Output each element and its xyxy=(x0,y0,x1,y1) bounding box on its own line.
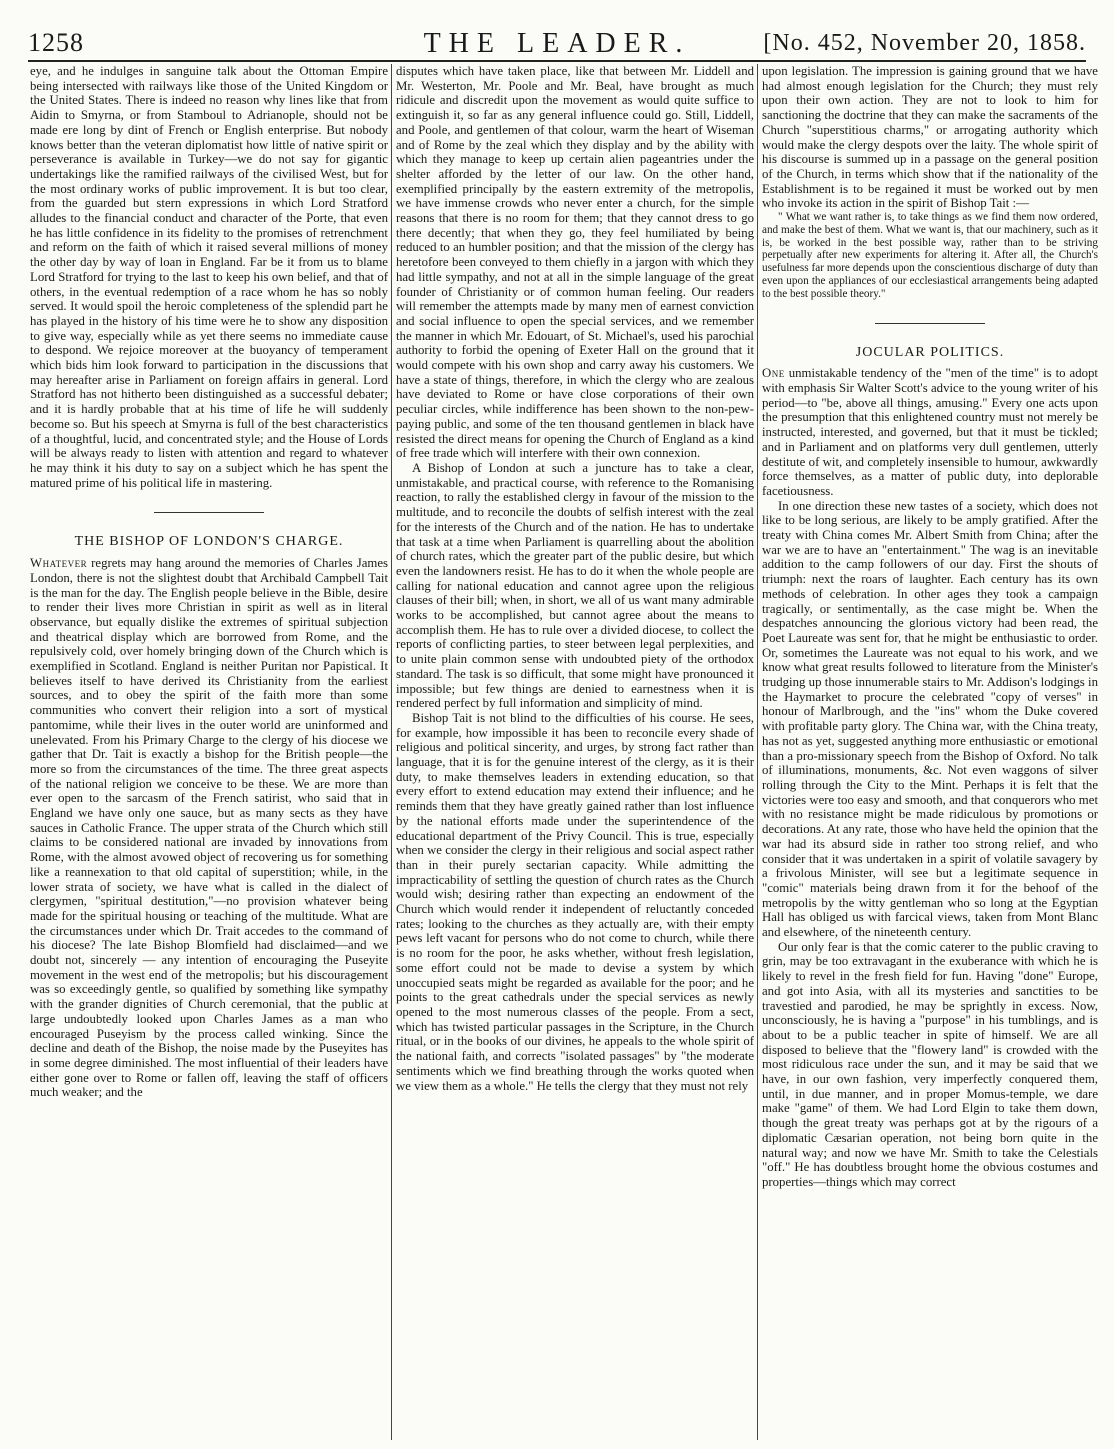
article-heading-bishop-charge: THE BISHOP OF LONDON'S CHARGE. xyxy=(74,534,344,550)
column-3 xyxy=(762,64,1098,1440)
paragraph-text: unmistakable tendency of the "men of the time" is to adopt with emphasis Sir Walter Scott's advice to the young writer of his period—to "be, above all things, amusing." Every one acts upon the presumption that this enlightened country must not merely be instructed, interested, and governed, but that it must be tickled; and in Parliament and on platforms very dull gentlemen, utterly destitute of wit, and completely insensible to humour, awkwardly force themselves, as a matter of public duty, into deplorable facetiousness. xyxy=(762,366,1098,498)
masthead xyxy=(28,22,1086,58)
column-2 xyxy=(396,64,754,1440)
lead-word: Whatever xyxy=(30,556,88,571)
article-continuation-text: eye, and he indulges in sanguine talk about the Ottoman Empire being intersected with railways like those of the United Kingdom or the United States. There is indeed no reason why lines like that from Aidin to Smyrna, or from Stamboul to Adrianople, should not be made ere long by dint of French or English enterprise. But nobody knows better than the veteran diplomatist how little of native spirit or perseverance is available in Turkey—we do not say for gigantic undertakings like the ramified railways of the civilised West, but for the most ordinary works of public improvement. It is but too clear, from the guarded but stern expressions in which Lord Stratford alludes to the financial conduct and character of the Porte, that even he has little confidence in its fidelity to the promises of retrenchment and reform on the faith of which it raised several millions of money the other day by way of loan in England. Far be it from us to blame Lord Stratford for trying to the last to keep his own belief, and that of others, in the eventual redemption of a race whom he has so nobly served. It would spoil the heroic completeness of the splendid part he has played in the history of his time were he to show any disposition to give way, especially while as yet there seems no immediate cause to despond. We rejoice moreover at the buoyancy of temperament which bids him look forward to participation in the discussions that may hereafter arise in Parliament on foreign affairs in general. Lord Stratford has not hitherto been distinguished as a successful debater; and it is hardly probable that at his time of life he will suddenly become so. But his speech at Smyrna is full of the best characteristics of a thoughtful, lucid, and concentrated style; and the House of Lords will be always ready to listen with attention and regard to whatever he may think it his duty to say on a subject which he has spent the matured prime of his political life in mastering. xyxy=(30,64,388,490)
paragraph-text: regrets may hang around the memories of Charles James London, there is not the slightest doubt that Archibald Campbell Tait is the man for the day. The English people believe in the Bible, desire to render their lives more Christian in spirit as well as in literal observance, but equally dislike the extremes of spiritual subjection and theatrical display which are borrowed from Rome, and the repulsively cold, over homely bringing down of the Church which is exemplified in Scotland. England is neither Puritan nor Papistical. It believes itself to have derived its Christianity from the earliest sources, and to obey the spirit of the faith more than some communities who convert their religion into a sort of mystical pantomime, while their lives in the outer world are uninformed and unelevated. From his Primary Charge to the clergy of his diocese we gather that Dr. Tait is exactly a bishop for the British people—the more so from the circumstances of the time. The three great aspects of the national religion we conceive to be these. We are more than ever open to the sarcasm of the French satirist, who said that in England we have only one sauce, but as many sects as they have sauces in Catholic France. The upper strata of the Church which still claims to be considered national are invaded by innovations from Rome, with the almost avowed object of recovering us for something like a reannexation to that old capital of superstition; while, in the lower strata of society, we have what is called in the dialect of clergymen, "spiritual destitution,"—no provision whatever being made for the spiritual housing or teaching of the multitude. What are the circumstances under which Dr. Trait accedes to the command of his diocese? The late Bishop Blomfield had disclaimed—and we doubt not, sincerely — any intention of encouraging the Puseyite movement in the west end of the metropolis; but his discouragement was so exceedingly gentle, so qualified by something like sympathy with the grander dignities of Church ceremonial, that the public at large undoubtedly looked upon Charles James as a man who encouraged Puseyism by the process called winking. Since the decline and death of the Bishop, the noise made by the Puseyites has in some degree diminished. The most influential of their leaders have either gone over to Rome or fallen off, leaving the staff of officers much weaker; and the xyxy=(30,556,388,1100)
issue-date: [No. 452, November 20, 1858. xyxy=(763,30,1086,56)
column-divider xyxy=(757,64,758,1440)
column-1 xyxy=(30,64,388,1440)
article-paragraph: Bishop Tait is not blind to the difficulties of his course. He sees, for example, how impossible it has been to reconcile every shade of religious and political sincerity, and urges, by strong fact rather than language, that it is for the genuine interest of the clergy, as it is their duty, to make themselves leaders in extending education, so that every effort to extend education may extend their influence; and he reminds them that they have greatly gained rather than lost influence by the national efforts made under the superintendence of the educational department of the Privy Council. This is true, especially when we consider the clergy in their religious and social aspect rather than in their purely sectarian capacity. While admitting the impracticability of settling the question of church rates as the Church would wish; desiring rather than expecting an endowment of the Church which would render it independent of reluctantly conceded rates; looking to the churches as they actually are, with their empty pews left vacant for persons who do not come to church, while there is no room for the poor, he asks whether, without fresh legislation, some effort could not be made to devise a system by which unoccupied seats might be regarded as available for the poor; and he points to the great cathedrals under the special services as newly opened to the most numerous classes of the people. From a sect, which has twisted particular passages in the Scripture, in the Church ritual, or in the books of our divines, he appeals to the whole spirit of the national faith, and corrects "isolated passages" by "the moderate sentiments which we find breathing through the works quoted when we view them as a whole." He tells the clergy that they must not rely xyxy=(396,710,754,1093)
section-divider xyxy=(875,323,985,324)
page-number: 1258 xyxy=(28,28,84,57)
article-heading-jocular-politics: JOCULAR POLITICS. xyxy=(855,344,1005,360)
header-rule xyxy=(28,60,1086,62)
article-paragraph: Our only fear is that the comic caterer to the public craving to grin, may be too extravagant in the exuberance with which he is likely to revel in the fresh field for fun. Having "done" Europe, and got into Asia, with all its mysteries and sanctities to be travestied and parodied, he may be sprightly in excess. Now, unconsciously, he is having a "purpose" in his tumblings, and is about to be a public teacher in spite of himself. We are all disposed to believe that the "flowery land" is crowded with the most ridiculous race under the sun, and it may be said that we have, in our own fashion, very imperfectly conquered them, until, in due manner, and in proper Momus-temple, we dare make "game" of them. We had Lord Elgin to take them down, though the great treaty was perhaps got at by the rigours of a diplomatic Cæsarian operation, not being born quite in the natural way; and now we have Mr. Smith to take the Celestials "off." He has doubtless brought home the obvious costumes and properties—things which may correct xyxy=(762,939,1098,1189)
section-divider xyxy=(154,512,264,513)
column-divider xyxy=(391,64,392,1440)
lead-word: One xyxy=(762,366,785,381)
article-paragraph: upon legislation. The impression is gaining ground that we have had almost enough legislation for the Church; they must rely upon their own action. They are not to look to him for sanctioning the doctrine that they can make the sacraments of the Church "superstitious charms," or arrogating authority which would make the clergy despots over the laity. The whole spirit of his discourse is summed up in a passage on the general position of the Church, in terms which show that if the nationality of the Establishment is to be regained it must be worked out by men who invoke its action in the spirit of Bishop Tait :— xyxy=(762,64,1098,211)
article-paragraph xyxy=(30,556,388,1100)
article-paragraph xyxy=(762,366,1098,498)
newspaper-title: THE LEADER. xyxy=(423,28,691,59)
article-paragraph: disputes which have taken place, like that between Mr. Liddell and Mr. Westerton, Mr. Poole and Mr. Beal, have brought as much ridicule and discredit upon the movement as would quite suffice to extinguish it, so far as any general influence could go. Still, Liddell, and Poole, and gentlemen of that colour, warm the heart of Wiseman and of Rome by the zeal which they display and by the ability with which they manage to keep up certain alien pageantries under the shelter afforded by the letter of our law. On the other hand, exemplified principally by the eastern extremity of the metropolis, we have immense crowds who never enter a church, for the simple reasons that there is no room for them; that they cannot dress to go there decently; that when they go, they feel humiliated by being reduced to an humbler position; and that the mission of the clergy has heretofore been conveyed to them chiefly in a jargon with which they had little sympathy, and not at all in the simple language of the great founder of Christianity or of common human feeling. Our readers will remember the attempts made by many men of earnest conviction and social influence to open the special services, and we remember the manner in which Mr. Edouart, of St. Michael's, used his parochial authority to forbid the opening of Exeter Hall on the ground that it would compete with his own shop and carry away his customers. We have a state of things, therefore, in which the clergy who are zealous have deviated to Rome or have close corporations of their own peculiar circles, while indifference has been shown to the non-pew-paying public, and some of the ten thousand gentlemen in black have resisted the direct means for opening the Church of England as a kind of free trade which will interfere with their own connexion. xyxy=(396,64,754,461)
block-quote: " What we want rather is, to take things as we find them now ordered, and make the best of them. What we want is, that our machinery, such as it is, be worked in the best possible way, rather than to be striving perpetually after new experiments for altering it. After all, the Church's usefulness far more depends upon the conscientious discharge of duty than even upon the appliances of our ecclesiastical arrangements being adapted to the best possible theory." xyxy=(762,211,1098,300)
article-paragraph: In one direction these new tastes of a society, which does not like to be long serious, are likely to be amply gratified. After the treaty with China comes Mr. Albert Smith from China; after the war we are to have an "entertainment." The wag is an inevitable addition to the camp followers of our day. First the shouts of triumph: next the roars of laughter. Each century has its own methods of celebration. In other ages they took a campaign tragically, or sentimentally, as the case might be. When the despatches announcing the glorious victory had been read, the Poet Laureate was sent for, that he might be enthusiastic to order. Or, sometimes the Laureate was not equal to his work, and we know what great results followed to literature from the Minister's trudging up those innumerable stairs to Mr. Addison's lodgings in the Haymarket to procure the celebrated "copy of verses" in honour of Marlbrough, and the "ins" whom the Duke covered with profitable party glory. The China war, with the China treaty, has not as yet, suggested anything more enthusiastic or emotional than a pro-missionary speech from the Bishop of Oxford. No talk of illuminations, monuments, &c. Not even waggons of silver rolling through the City to the Mint. Perhaps it is felt that the victories were too easy and smooth, and that conquerors who met with no resistance might be made ridiculous by promotions or decorations. At any rate, those who have held the opinion that the war had its absurd side in rather too strong relief, and who consider that it was undertaken in a spirit of volatile savagery by a frivolous Minister, will see but a legitimate sequence in "comic" materials being drawn from it for the behoof of the metropolis by the witty gentleman who so long at the Egyptian Hall has obliged us with farcical views, taken from Mont Blanc and elsewhere, of the nineteenth century. xyxy=(762,498,1098,940)
article-paragraph: A Bishop of London at such a juncture has to take a clear, unmistakable, and practical course, with reference to the Romanising reaction, to rally the established clergy in favour of the mission to the multitude, and to reconcile the doubts of selfish interest with the zeal for the interests of the Church and of the nation. He has to undertake that task at a time when Parliament is quarrelling about the abolition of church rates, which the greater part of the public desire, but which even the landowners resist. He has to do it when the whole people are calling for national education and cannot agree upon the religious clauses of their bill; when, in short, we all of us want many admirable works to be accomplished, but cannot agree about the means to accomplish them. He has to rule over a divided diocese, to collect the reports of conflicting parties, to steer between legal perplexities, and to unite plain common sense with undoubted piety of the orthodox standard. The task is so difficult, that some might have pronounced it impossible; but few things are denied to earnestness when it is rendered perfect by full information and simplicity of mind. xyxy=(396,460,754,711)
